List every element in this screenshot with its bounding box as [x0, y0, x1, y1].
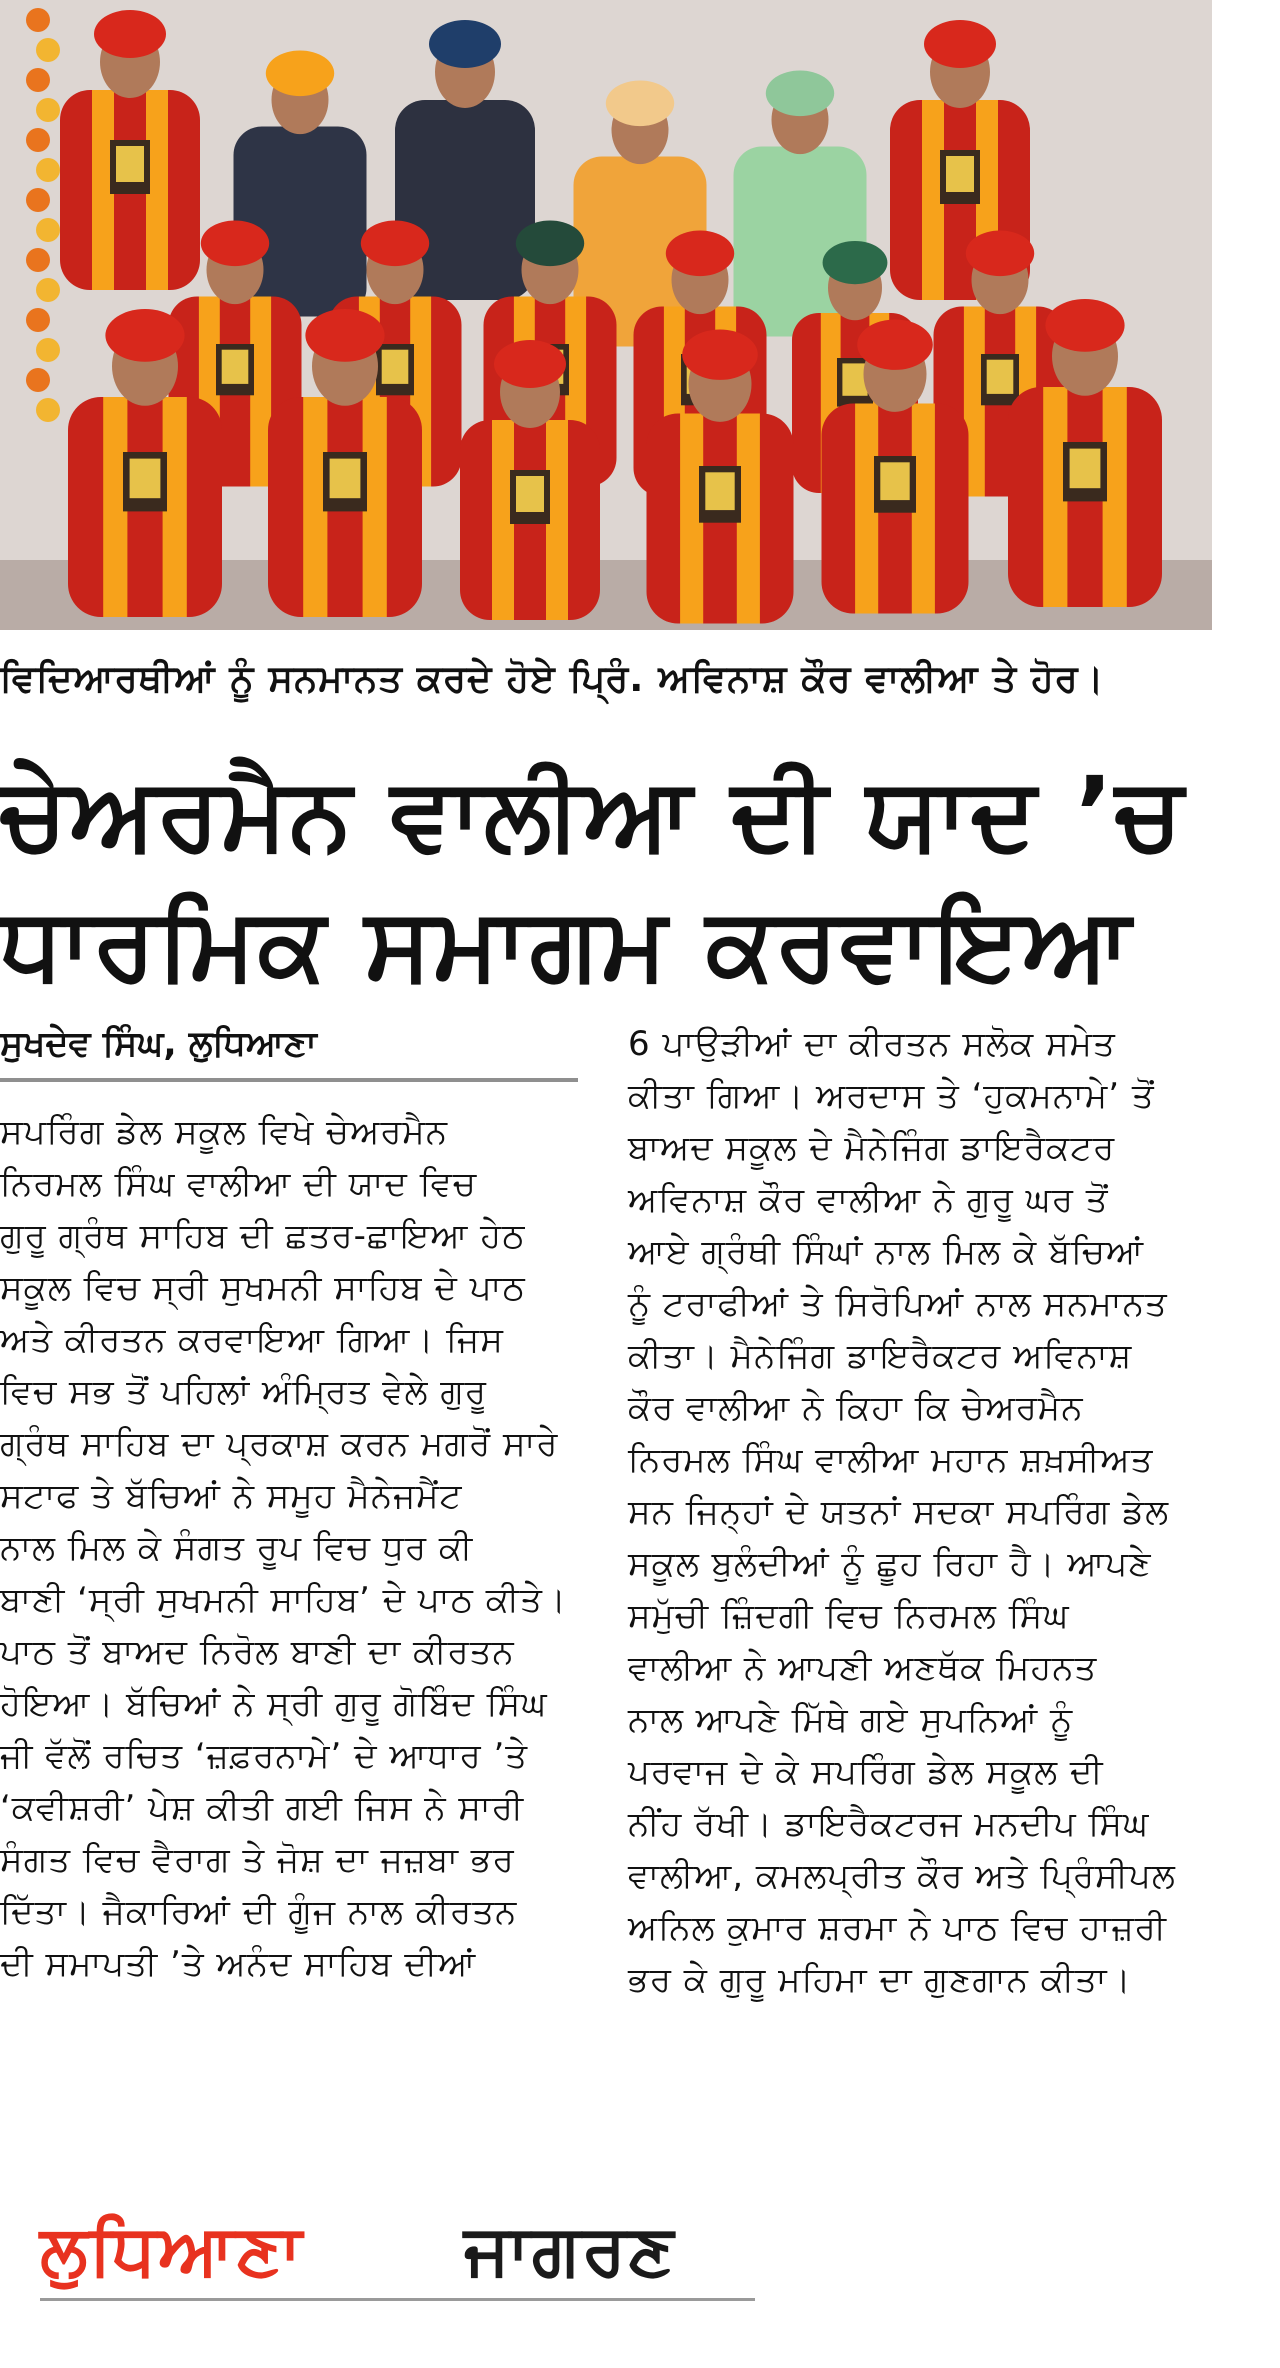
article-line: ਦੀ ਸਮਾਪਤੀ ’ਤੇ ਅਨੰਦ ਸਾਹਿਬ ਦੀਆਂ — [0, 1944, 477, 1984]
article-line: 6 ਪਾਉੜੀਆਂ ਦਾ ਕੀਰਤਨ ਸਲੋਕ ਸਮੇਤ — [628, 1024, 1116, 1064]
article-column-2 — [628, 1018, 1212, 2006]
article-line: ਸਟਾਫ ਤੇ ਬੱਚਿਆਂ ਨੇ ਸਮੂਹ ਮੈਨੇਜਮੈਂਟ — [0, 1476, 463, 1516]
trophy-plaque-face — [330, 459, 361, 499]
person-headwear — [494, 340, 566, 388]
group-photo-illustration — [0, 0, 1212, 630]
person-headwear — [429, 20, 501, 68]
article-line: ਜੀ ਵੱਲੋਂ ਰਚਿਤ ‘ਜ਼ਫ਼ਰਨਾਮੇ’ ਦੇ ਆਧਾਰ ’ਤੇ — [0, 1736, 529, 1776]
trophy-plaque-face — [946, 156, 974, 192]
person-headwear — [924, 20, 996, 68]
byline: ਸੁਖਦੇਵ ਸਿੰਘ, ਲੁਧਿਆਣਾ — [0, 1024, 317, 1064]
garland-flower — [26, 188, 50, 212]
article-line: ਅਵਿਨਾਸ਼ ਕੌਰ ਵਾਲੀਆ ਨੇ ਗੁਰੂ ਘਰ ਤੋਂ — [628, 1180, 1109, 1220]
article-line: ਅਤੇ ਕੀਰਤਨ ਕਰਵਾਇਆ ਗਿਆ। ਜਿਸ — [0, 1320, 504, 1360]
person-headwear — [857, 320, 933, 370]
garland-flower — [26, 8, 50, 32]
trophy-plaque-face — [705, 472, 734, 510]
masthead-paper-name: ਜਾਗਰਣ — [464, 2209, 676, 2291]
article-line: ਸਕੂਲ ਬੁਲੰਦੀਆਂ ਨੂੰ ਛੂਹ ਰਿਹਾ ਹੈ। ਆਪਣੇ — [628, 1544, 1152, 1584]
garland-flower — [26, 368, 50, 392]
garland-flower — [36, 338, 60, 362]
garland-flower — [36, 158, 60, 182]
article-line: ਨੂੰ ਟਰਾਫੀਆਂ ਤੇ ਸਿਰੋਪਿਆਂ ਨਾਲ ਸਨਮਾਨਤ — [628, 1284, 1168, 1324]
trophy-plaque-face — [987, 360, 1014, 394]
garland-flower — [36, 98, 60, 122]
person-headwear — [966, 231, 1034, 277]
article-line: ‘ਕਵੀਸ਼ਰੀ’ ਪੇਸ਼ ਕੀਤੀ ਗਈ ਜਿਸ ਨੇ ਸਾਰੀ — [0, 1788, 525, 1828]
article-line: ਨਿਰਮਲ ਸਿੰਘ ਵਾਲੀਆ ਮਹਾਨ ਸ਼ਖ਼ਸੀਅਤ — [628, 1440, 1154, 1480]
article-line: ਪਰਵਾਜ ਦੇ ਕੇ ਸਪਰਿੰਗ ਡੇਲ ਸਕੂਲ ਦੀ — [628, 1752, 1104, 1792]
garland-flower — [26, 248, 50, 272]
article-line: ਗੁਰੂ ਗ੍ਰੰਥ ਸਾਹਿਬ ਦੀ ਛਤਰ-ਛਾਇਆ ਹੇਠ — [0, 1216, 526, 1256]
article-line: ਨਾਲ ਮਿਲ ਕੇ ਸੰਗਤ ਰੂਪ ਵਿਚ ਧੁਰ ਕੀ — [0, 1528, 474, 1568]
article-line: ਬਾਅਦ ਸਕੂਲ ਦੇ ਮੈਨੇਜਿੰਗ ਡਾਇਰੈਕਟਰ — [628, 1128, 1116, 1168]
person-headwear — [516, 221, 584, 267]
article-line: ਵਾਲੀਆ ਨੇ ਆਪਣੀ ਅਣਥੱਕ ਮਿਹਨਤ — [628, 1648, 1098, 1688]
trophy-plaque-face — [842, 363, 867, 395]
article-line: ਪਾਠ ਤੋਂ ਬਾਅਦ ਨਿਰੋਲ ਬਾਣੀ ਦਾ ਕੀਰਤਨ — [0, 1632, 515, 1672]
person-headwear — [823, 241, 888, 284]
article-line: ਆਏ ਗ੍ਰੰਥੀ ਸਿੰਘਾਂ ਨਾਲ ਮਿਲ ਕੇ ਬੱਚਿਆਂ — [628, 1232, 1145, 1272]
article-line: ਕੀਤਾ ਗਿਆ। ਅਰਦਾਸ ਤੇ ‘ਹੁਕਮਨਾਮੇ’ ਤੋਂ — [628, 1076, 1155, 1116]
news-photo — [0, 0, 1212, 630]
trophy-plaque-face — [382, 350, 409, 384]
article-line: ਵਾਲੀਆ, ਕਮਲਪ੍ਰੀਤ ਕੌਰ ਅਤੇ ਪ੍ਰਿੰਸੀਪਲ — [628, 1856, 1176, 1896]
trophy-plaque-face — [516, 476, 544, 512]
person-headwear — [666, 231, 734, 277]
article-line: ਸਪਰਿੰਗ ਡੇਲ ਸਕੂਲ ਵਿਖੇ ਚੇਅਰਮੈਨ — [0, 1112, 449, 1152]
trophy-plaque-face — [222, 350, 249, 384]
person-headwear — [94, 10, 166, 58]
article-line: ਕੀਤਾ। ਮੈਨੇਜਿੰਗ ਡਾਇਰੈਕਟਰ ਅਵਿਨਾਸ਼ — [628, 1336, 1133, 1376]
article-line: ਕੌਰ ਵਾਲੀਆ ਨੇ ਕਿਹਾ ਕਿ ਚੇਅਰਮੈਨ — [628, 1388, 1084, 1428]
garland-flower — [26, 68, 50, 92]
person-headwear — [766, 71, 834, 117]
masthead-underline — [40, 2298, 755, 2301]
person-headwear — [266, 51, 334, 97]
person-headwear — [606, 81, 674, 127]
article-line: ਨੀਂਹ ਰੱਖੀ। ਡਾਇਰੈਕਟਰਜ ਮਨਦੀਪ ਸਿੰਘ — [628, 1804, 1150, 1844]
byline-divider — [0, 1078, 578, 1082]
garland-flower — [26, 308, 50, 332]
headline-line-1: ਚੇਅਰਮੈਨ ਵਾਲੀਆ ਦੀ ਯਾਦ ’ਚ — [0, 755, 1185, 872]
person-headwear — [201, 221, 269, 267]
person-headwear — [305, 309, 384, 362]
masthead-city: ਲੁਧਿਆਣਾ — [40, 2209, 304, 2291]
article-line: ਸਨ ਜਿਨ੍ਹਾਂ ਦੇ ਯਤਨਾਂ ਸਦਕਾ ਸਪਰਿੰਗ ਡੇਲ — [628, 1492, 1170, 1532]
person-headwear — [1045, 299, 1124, 352]
article-line: ਸਕੂਲ ਵਿਚ ਸ੍ਰੀ ਸੁਖਮਨੀ ਸਾਹਿਬ ਦੇ ਪਾਠ — [0, 1268, 526, 1308]
article-line: ਅਨਿਲ ਕੁਮਾਰ ਸ਼ਰਮਾ ਨੇ ਪਾਠ ਵਿਚ ਹਾਜ਼ਰੀ — [628, 1908, 1167, 1948]
article-line: ਨਾਲ ਆਪਣੇ ਮਿੱਥੇ ਗਏ ਸੁਪਨਿਆਂ ਨੂੰ — [628, 1700, 1074, 1740]
person-headwear — [105, 309, 184, 362]
garland-flower — [26, 128, 50, 152]
article-line: ਵਿਚ ਸਭ ਤੋਂ ਪਹਿਲਾਂ ਅੰਮ੍ਰਿਤ ਵੇਲੇ ਗੁਰੂ — [0, 1372, 488, 1412]
photo-caption: ਵਿਦਿਆਰਥੀਆਂ ਨੂੰ ਸਨਮਾਨਤ ਕਰਦੇ ਹੋਏ ਪ੍ਰਿੰ. ਅਵਿਨਾਸ਼ ਕੌਰ ਵਾਲੀਆ ਤੇ ਹੋਰ। — [0, 657, 1105, 700]
person-headwear — [361, 221, 429, 267]
article-line: ਸੰਗਤ ਵਿਚ ਵੈਰਾਗ ਤੇ ਜੋਸ਼ ਦਾ ਜਜ਼ਬਾ ਭਰ — [0, 1840, 515, 1880]
garland-flower — [36, 38, 60, 62]
article-line: ਹੋਇਆ। ਬੱਚਿਆਂ ਨੇ ਸ੍ਰੀ ਗੁਰੂ ਗੋਬਿੰਦ ਸਿੰਘ — [0, 1684, 548, 1724]
trophy-plaque-face — [130, 459, 161, 499]
trophy-plaque-face — [116, 146, 144, 182]
article-line: ਗ੍ਰੰਥ ਸਾਹਿਬ ਦਾ ਪ੍ਰਕਾਸ਼ ਕਰਨ ਮਗਰੋਂ ਸਾਰੇ — [0, 1424, 559, 1464]
trophy-plaque-face — [1070, 449, 1101, 489]
article-line: ਨਿਰਮਲ ਸਿੰਘ ਵਾਲੀਆ ਦੀ ਯਾਦ ਵਿਚ — [0, 1164, 477, 1204]
newspaper-masthead — [40, 2200, 760, 2310]
article-line: ਭਰ ਕੇ ਗੁਰੂ ਮਹਿਮਾ ਦਾ ਗੁਣਗਾਨ ਕੀਤਾ। — [628, 1960, 1132, 2000]
garland-flower — [36, 278, 60, 302]
garland-flower — [36, 218, 60, 242]
person-headwear — [682, 330, 758, 380]
article-line: ਬਾਣੀ ‘ਸ੍ਰੀ ਸੁਖਮਨੀ ਸਾਹਿਬ’ ਦੇ ਪਾਠ ਕੀਤੇ। — [0, 1580, 567, 1620]
article-line: ਸਮੁੱਚੀ ਜ਼ਿੰਦਗੀ ਵਿਚ ਨਿਰਮਲ ਸਿੰਘ — [628, 1596, 1070, 1636]
article-line: ਦਿੱਤਾ। ਜੈਕਾਰਿਆਂ ਦੀ ਗੂੰਜ ਨਾਲ ਕੀਰਤਨ — [0, 1892, 518, 1932]
headline-line-2: ਧਾਰਮਿਕ ਸਮਾਗਮ ਕਰਵਾਇਆ — [0, 885, 1133, 1002]
garland-flower — [36, 398, 60, 422]
article-column-1 — [0, 1106, 580, 1990]
trophy-plaque-face — [880, 462, 909, 500]
